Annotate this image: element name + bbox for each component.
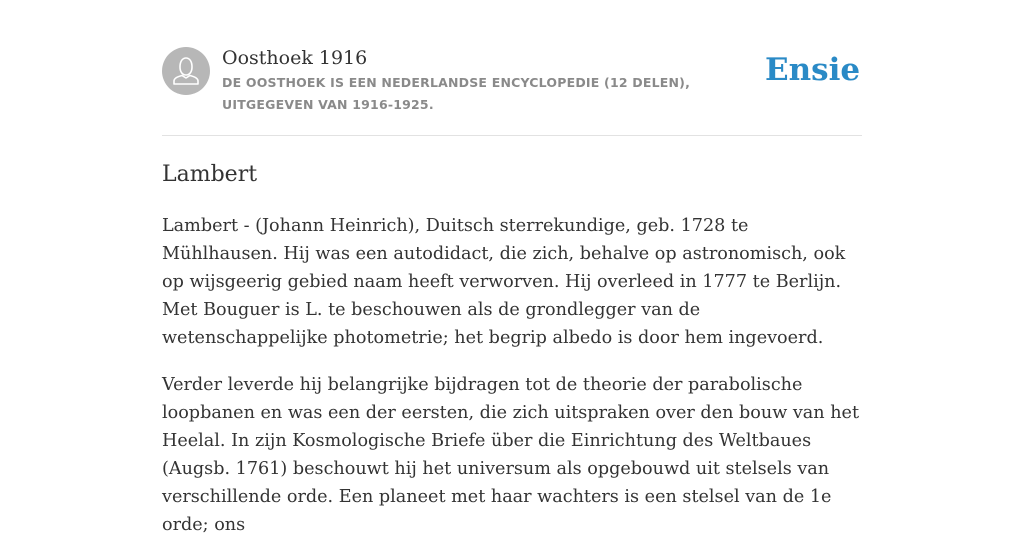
user-icon bbox=[162, 47, 210, 95]
source-description: DE OOSTHOEK IS EEN NEDERLANDSE ENCYCLOPEDIE (12 DELEN), UITGEGEVEN VAN 1916-1925. bbox=[222, 75, 691, 112]
avatar[interactable] bbox=[162, 47, 210, 95]
article-paragraph: Lambert - (Johann Heinrich), Duitsch sterrekundige, geb. 1728 te Mühlhausen. Hij was een autodidact, die zich, behalve op astronomisch, ook op wijsgeerig gebied naam heeft verworven. Hij overleed in 1777 te Berlijn. Met Bouguer is L. te beschouwen als de grondlegger van de wetenschappelijke photometrie; het begrip albedo is door hem ingevoerd. bbox=[162, 216, 846, 348]
source-header bbox=[162, 0, 862, 136]
article-body bbox=[162, 212, 862, 558]
page bbox=[162, 0, 862, 535]
source-title[interactable]: Oosthoek 1916 bbox=[222, 47, 368, 69]
ensie-logo[interactable]: Ensie bbox=[765, 52, 861, 88]
article-title: Lambert bbox=[162, 162, 258, 187]
article-paragraph: Verder leverde hij belangrijke bijdragen tot de theorie der parabolische loopbanen en was een der eersten, die zich uitspraken over den bouw van het Heelal. In zijn Kosmologische Briefe über die Einrichtung des Weltbaues (Augsb. 1761) beschouwt hij het universum als opgebouwd uit stelsels van verschillende orde. Een planeet met haar wachters is een stelsel van de 1e orde; ons bbox=[162, 375, 860, 535]
